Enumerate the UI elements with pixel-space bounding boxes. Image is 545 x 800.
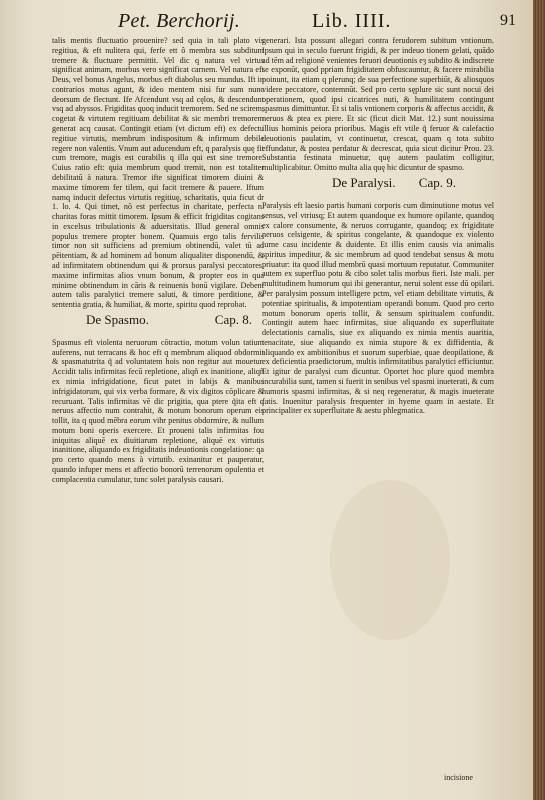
chapter-title: De Paralysi. [332,174,396,190]
chapter-number: Cap. 8. [214,311,252,327]
left-column-text-bottom: Spasmus eft violenta neruorum cōtractio, motum volun tatium auferens, nut terracans & hoc eft q membrum aliquod obdormit & spasmatutrita q̃ ad voluntatem hois non regitur aut mouetur. Accidit talis infirmitas fecū repletione, aliqñ ex inanitione, aliqñ ex nimia infrigidatione, ficut patet in labijs & manibus infrigidatorum, qui vix verba formare, & vix digitos cōplicare & recuruant. Talis infirmitas vē dic prigitia, qua ptere q̃ita eft q neruos affectio num contrahit, & motum bonorum operum eis tollit, ita q quod mēbra eorum vihr penitus obdormire, & nullum motum boni operis exercere. Et proueni talis infirmitas fou iniquitas aliquē ex diuitiarum repletione, aliquē ex virtutis inanitione, aliquando ex frigiditatis indeuotionis congelatione: qa pro certo quando mens à virtutib. exinanitur et pauperatur, quando infuper mens et affectio bonorū terrenorum opulentia et complacentia cumulatur, tunc solet paralysis causari. [52,337,264,484]
left-column [52,36,264,485]
page-header [0,10,533,38]
running-head-author: Pet. Berchorij. [118,10,241,32]
right-column-text-top: generari. Ista possunt allegari contra ferudorem subitum vntionum. Ipsum qui in seculo fuerunt frigidi, & per indeuo tionem gelati, quādo ad tēm ad religionē venientes feruori deuotionis eȝ subdito & indiscrete se exponūt, quod ppriam frigiditatem obfuscauntur, & facere mirabilia poinunt, ita etiam q plerunq; de sua perfectione superbiūt, & aliosquos videre peccatore, contemnūt. Sed pro certo sęplure sic sunt nocui dei operationem, quod ipsi cicatrices nuti, & humilitatem contingunt spasmus dimittuntur. Et si talis vntionem corporis & affectus accidit, & neruos & ptea ex ptere. Et sic (ficut dicit Mat. 12.) sunt nouissima illius hominis peiora prioribus. Magis eft vtile q̃ feruor & calefactio deuotionis paulatim, vt continuetur, crescat, quam q tota subito effundatur, & postea perdatur & decrescat, quia sicut dicitur Prou. 23. Substantia festinata minuetur, quę autem paulatim colligitur, multiplicabitur. Omitto multa alia quę hic dicuntur de spasmo. [262,36,494,173]
chapter-number: Cap. 9. [418,174,456,190]
right-column [262,36,494,416]
book-page-edges [533,0,545,800]
page-number: 91 [500,12,516,29]
catchword: incisione [444,773,473,782]
paper-stain [330,480,450,640]
chapter-title: De Spasmo. [86,311,149,327]
left-column-text-top: talis mentis fluctuatio prouenire? sed quia in tali plato vis regitiua, & eft nulitera qui, ferfe ett ô membra sus subditum tremere & fluctuare permittit. Vel dic q natura vel virtus significat animam, morbus vero significat carnem. Vel natura eft Deus, vel bonus Angelus, morbus eft diabolus seu mundus. Ift in contrarios motus agunt, & ideo mentem nisi fur sum nunc deorsum de flectunt. Ife Afcendunt vsq ad cęlos, & descendunt vsq ad abyssos. Frigiditas quoq inducit tremorem. Sed ne scirem, cogetat & virtutem regitiuam debilitat & sic membri tremorem generat acq causat. Contingit etiam (vt dictum eft) ex defectu regitiue virtutis, membrum indispositum & infirmum debile regere non valentis. Vnum aut aducendum eft, q paralysis quę fit cum tremore, magis est curabilis q illa qui est sine tremore. Cuius ratio eft: quia membrum quod tremit, non est totaliter debilitatū à natura. Tremor ifte significat timorem diuini & maxime timorem fer tilem, qui facit tremere & pauere. Iftum namq inducit defectus virtutis regitiuę, scharitatis, quia ficut dr 1. lo. 4. Qui timet, nō est perfectus in charitate, perfecta n. charitas foras mittit timorem. Ipsum & efficit frigiditas cogitans in excelsus tribulationis & aduersitatis. Illud general omnis populus tremere propter bonem. Quamuis ergo talis fervilis timor non sit sufficiens ad premium obtinendū, valet tū ad pēitentiam, & ad hominem ad bonum aliqualiter disponendū, & ad infirmitatem obtinendum qui & prorsus paralysi peccatores, maxime infirmitas alios vnum bonum, & propter eos in qua minime obtinendum in cāris & reinuenis bonū vigilare. Debent autem talis paralytici tremere saluti, & timore perditione, & sententia gratia, & humiliat, & morte, spiritu quod reprobat. [52,36,264,310]
right-column-text-bottom: Paralysis eft laesio partis humani corporis cum diminutione motus vel sensus, vel vtriusq; Et autem quandoque ex humore opilante, quandoq ex calore consumente, & neruos corrugante, quandoq; ex frigiditate neruos celsigente, & spiritus congelante, & quandoque ex violento iurne casu incidente & duidente. Et illis enim causis via animalis spiritus impeditur, & sic membrum ad quod tendebat sensus & motu priuatur: ita quod illud membrū quasi mortuum reputatur. Communiter autem ex superfluo potu & cibo solet talis morbus fieri. Iste mali. per multitudinem humorum qui ibi generantur, nerui solent esse dū opilari. Per paralysim possum intelligere pctm, vel etiam debilitate virtutis, & potentiae spiritualis, & impotentiam operandi bonum. Quod pro certo motum bonorum operis tollit, & sensum spiritualem confundit. Contingit autem haec infirmitas, siue aliquando ex superfluitate delectationis carnalis, siue ex aliquando ex nimia mentis auaritia, tenacitate, siue aliquando ex nimia stupore & ex diffidentia, & aliquando ex ambitionibus et suorum superbiae, quae deopilatione, & ex deficientia praedictorum, multis infirmitatibus paralytici efficiuntur. Et igitur de paralysi cum dicuntur. Oportet hoc plure quod membra incurabilia sunt, tamen si fuerit in senibus vel spasmi inueterati, & cum humoris spasmi infirmitas, & si neq regeneratur, & magis inueterate fatis. Inuenitur paralysis frequenter in hyeme quam in aestate. Et principaliter ex superfluitate & aestu phlegmatica. [262,200,494,416]
chapter-heading-spasmo [52,313,264,333]
running-head-book: Lib. IIII. [312,10,392,32]
chapter-heading-paralysi [262,176,494,196]
